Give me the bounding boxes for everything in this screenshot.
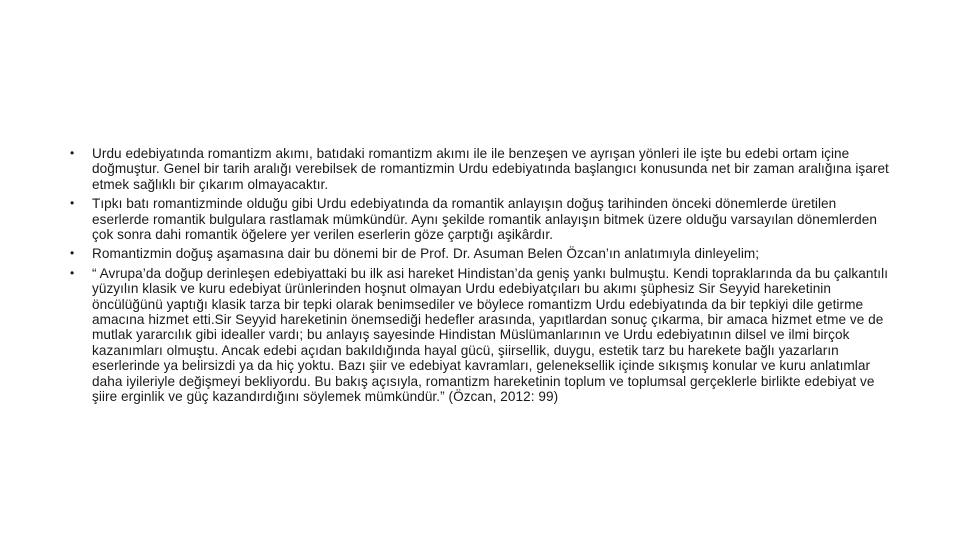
bullet-dot-icon: • — [70, 196, 75, 211]
bullet-list — [70, 146, 890, 405]
bullet-dot-icon: • — [70, 265, 75, 280]
quote-text: “ Avrupa’da doğup derinleşen edebiyattaki bu ilk asi hareket Hindistan’da geniş yankı bulmuştu. Kendi topraklarında da bu çalkantılı yüzyılın klasik ve kuru edebiyat ürünlerinden hoşnut olmayan Urdu edebiyatçıları bu akımı şüphesiz Sir Seyyid hareketinin öncülüğünü yaptığı klasik tarza bir tepki olarak benimsediler ve böylece romantizm Urdu edebiyatında da bir tepkiyi dile getirme amacına hizmet etti.Sir Seyyid hareketinin önemsediği hedefler arasında, yapıtlardan sonuç çıkarma, bir amaca hizmet etme ve de mutlak yararcılık gibi idealler vardı; bu anlayış sayesinde Hindistan Müslümanlarının ve Urdu edebiyatının dilsel ve ilmi birçok kazanımları olmuştu. Ancak edebi açıdan bakıldığında hayal gücü, şiirsellik, duygu, estetik tarz bu harekete bağlı yazarların eserlerinde ya belirsizdi ya da hiç yoktu. Bazı şiir ve edebiyat kavramları, geleneksellik içinde sıkışmış konular ve kuru anlatımlar daha iyileriyle değişmeyi bekliyordu. Bu bakış açısıyla, romantizm hareketinin toplum ve toplumsal gerçeklerle birlikte edebiyat ve şiire erginlik ve güç kazandırdığını söylemek mümkündür.” (Özcan, 2012: 99) — [92, 265, 889, 405]
bullet-item — [70, 246, 890, 261]
paragraph-text: Romantizmin doğuş aşamasına dair bu dönemi bir de Prof. Dr. Asuman Belen Özcan’ın anlatımıyla dinleyelim; — [92, 246, 760, 262]
paragraph-text: Tıpkı batı romantizminde olduğu gibi Urdu edebiyatında da romantik anlayışın doğuş tarihinden önceki dönemlerde üretilen eserlerde romantik bulgulara rastlamak mümkündür. Aynı şekilde romantik anlayışın bitmek üzere olduğu varsayılan dönemlerden çok sonra dahi romantik öğelere yer verilen eserlerin göze çarptığı aşikârdır. — [92, 196, 877, 243]
slide-body — [70, 146, 890, 409]
bullet-dot-icon: • — [70, 246, 75, 261]
bullet-item — [70, 266, 890, 405]
bullet-dot-icon: • — [70, 146, 75, 160]
paragraph-text: Urdu edebiyatında romantizm akımı, batıdaki romantizm akımı ile ile benzeşen ve ayrışan yönleri ile işte bu edebi ortam içine doğmuştur. Genel bir tarih aralığı verebilsek de romantizmin Urdu edebiyatında başlangıcı konusunda net bir zaman aralığına işaret etmek sağlıklı bir çıkarım olmayacaktır. — [92, 146, 889, 192]
bullet-item — [70, 196, 890, 242]
bullet-item — [70, 146, 890, 192]
